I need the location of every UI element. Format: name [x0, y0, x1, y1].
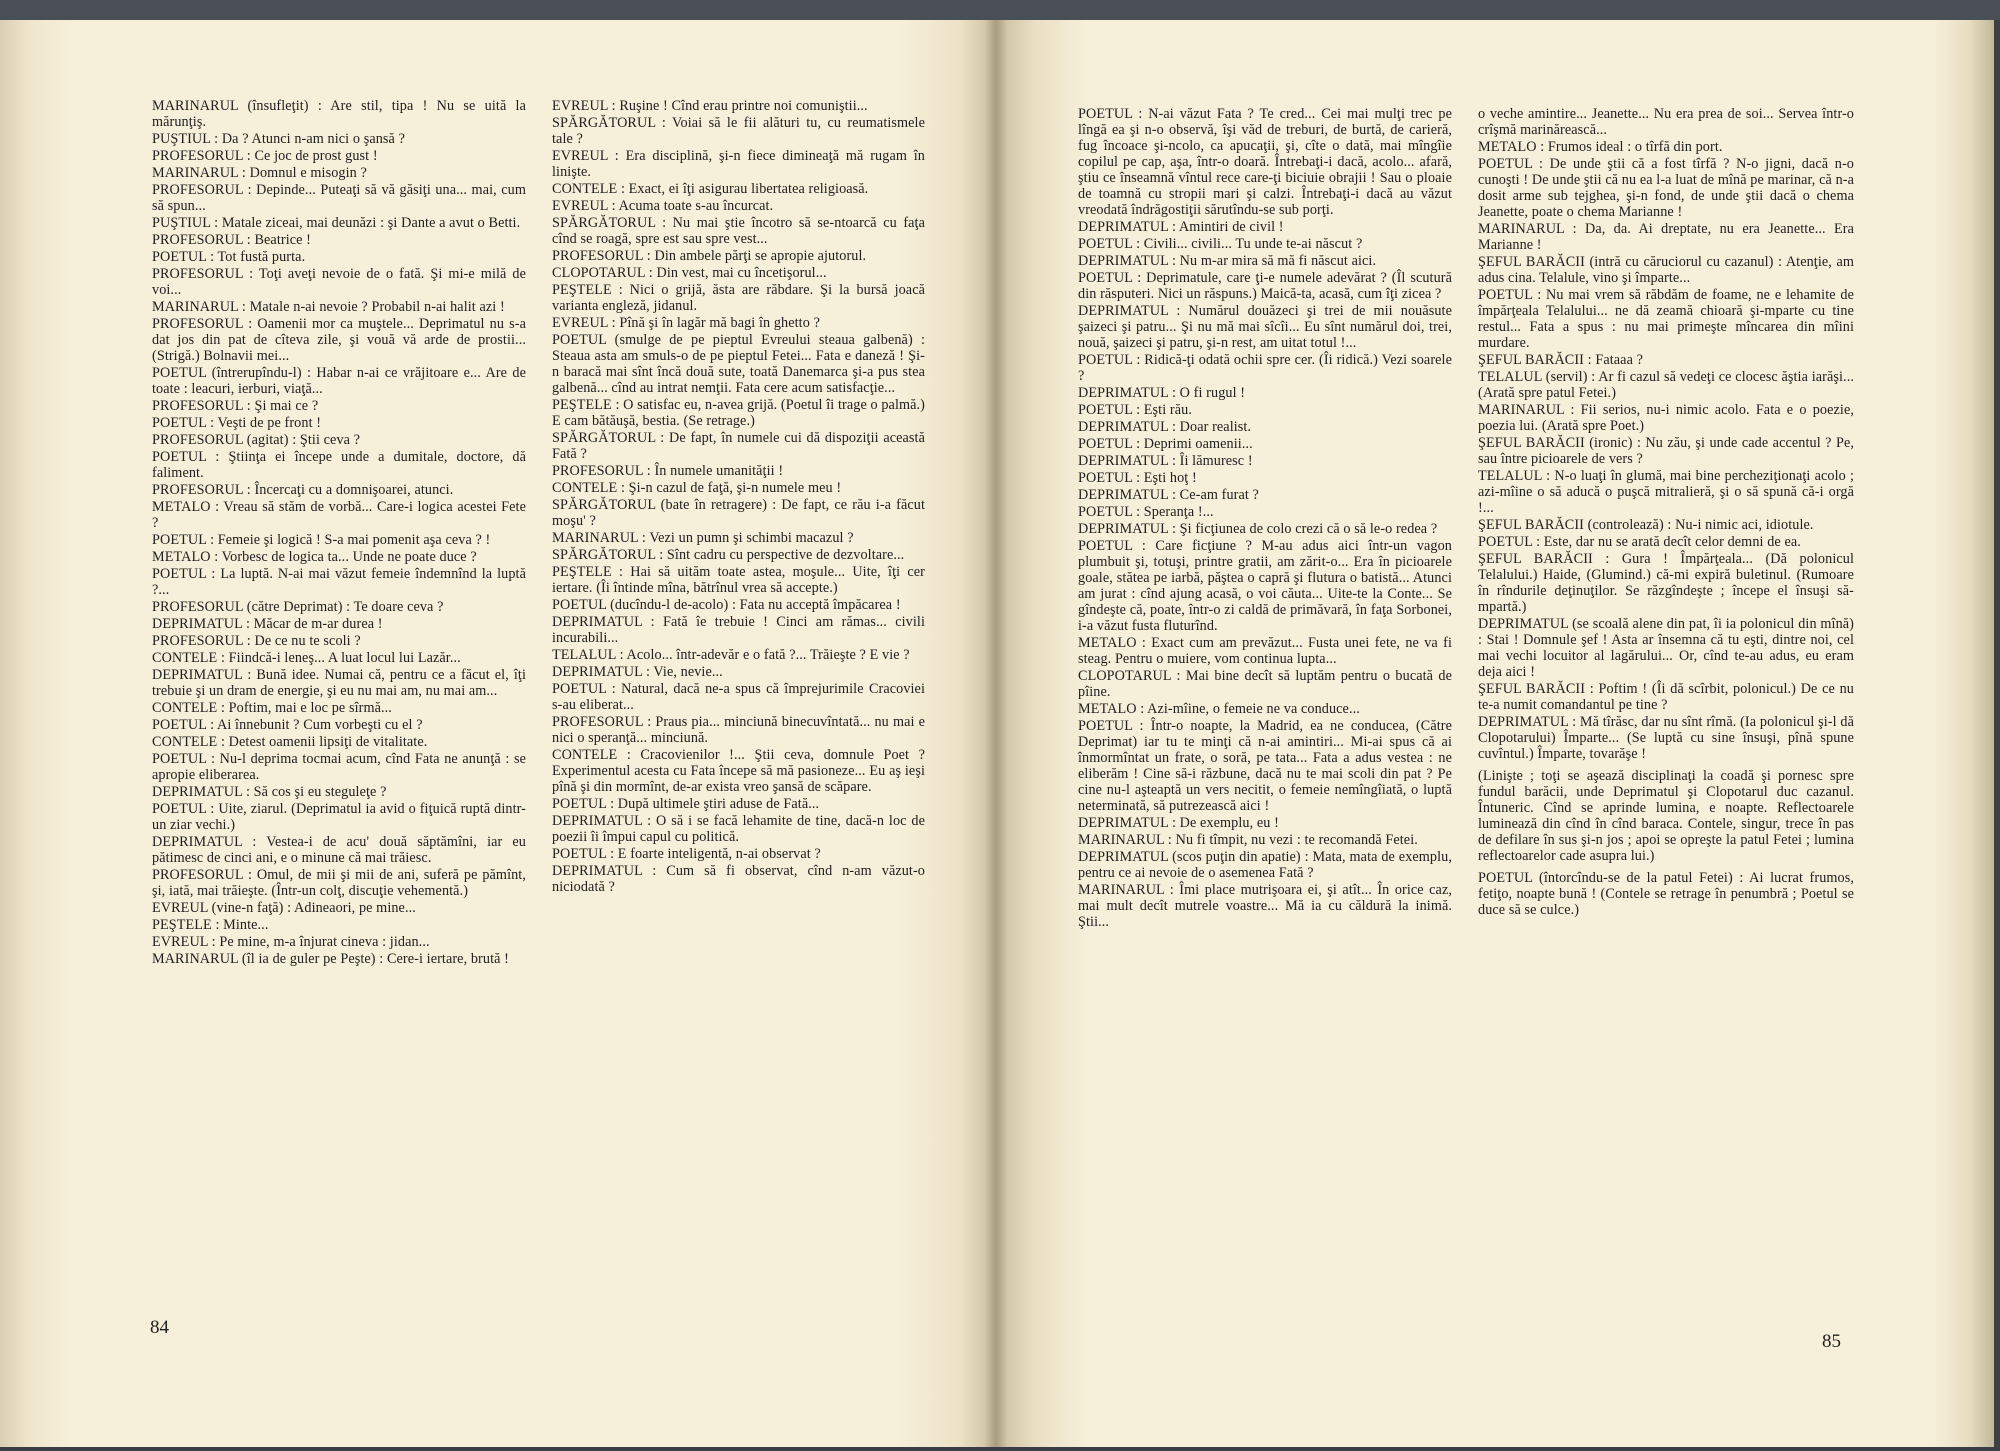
dialogue-paragraph: DEPRIMATUL : Ce-am furat ?: [1078, 487, 1259, 503]
dialogue-paragraph: PROFESORUL : Depinde... Puteaţi să vă găsiţi una... mai, cum să spun...: [152, 182, 526, 214]
dialogue-paragraph: POETUL : Ştiinţa ei începe unde a dumitale, doctore, dă faliment.: [152, 449, 526, 481]
dialogue-paragraph: POETUL : Uite, ziarul. (Deprimatul ia avid o fiţuică ruptă dintr-un ziar vechi.): [152, 801, 526, 833]
dialogue-paragraph: MARINARUL : Domnul e misogin ?: [152, 165, 367, 181]
dialogue-paragraph: PROFESORUL (agitat) : Ştii ceva ?: [152, 432, 361, 448]
dialogue-paragraph: POETUL : De unde ştii că a fost tîrfă ? N-o jigni, dacă n-o cunoşti ! De unde ştii că nu ea l-a luat de mînă pe marinar, că n-a dosit arme sub tejghea, şi-n fond, de unde ştii dacă o chema Jeanette, poate o chema Marianne !: [1478, 156, 1854, 220]
dialogue-paragraph: METALO : Frumos ideal : o tîrfă din port.: [1478, 139, 1723, 155]
dialogue-paragraph: CONTELE : Exact, ei îţi asigurau libertatea religioasă.: [552, 181, 869, 197]
dialogue-paragraph: DEPRIMATUL : Doar realist.: [1078, 419, 1252, 435]
dialogue-paragraph: MARINARUL : Da, da. Ai dreptate, nu era Jeanette... Era Marianne !: [1478, 221, 1854, 253]
dialogue-paragraph: EVREUL : Pe mine, m-a înjurat cineva : jidan...: [152, 934, 430, 950]
dialogue-paragraph: POETUL : E foarte inteligentă, n-ai observat ?: [552, 846, 821, 862]
dialogue-paragraph: ŞEFUL BARĂCII : Fataaa ?: [1478, 352, 1644, 368]
left-page-column-2: [552, 98, 925, 896]
dialogue-paragraph: POETUL (întrerupîndu-l) : Habar n-ai ce vrăjitoare e... Are de toate : leacuri, ierburi, viaţă...: [152, 365, 526, 397]
dialogue-paragraph: POETUL : Este, dar nu se arată decît celor demni de ea.: [1478, 534, 1801, 550]
dialogue-paragraph: CLOPOTARUL : Din vest, mai cu încetişorul...: [552, 265, 827, 281]
dialogue-paragraph: PROFESORUL : Şi mai ce ?: [152, 398, 319, 414]
page-edge: [1994, 20, 2000, 1451]
dialogue-paragraph: CLOPOTARUL : Mai bine decît să luptăm pentru o bucată de pîine.: [1078, 668, 1452, 700]
dialogue-paragraph: METALO : Azi-mîine, o femeie ne va conduce...: [1078, 701, 1360, 717]
dialogue-paragraph: MARINARUL (îl ia de guler pe Peşte) : Cere-i iertare, brută !: [152, 951, 509, 967]
dialogue-paragraph: DEPRIMATUL : Vie, nevie...: [552, 664, 723, 680]
dialogue-paragraph: PEŞTELE : O satisfac eu, n-avea grijă. (Poetul îi trage o palmă.) E cam bătăuşă, bestia. (Se retrage.): [552, 397, 925, 429]
dialogue-paragraph: POETUL : N-ai văzut Fata ? Te cred... Cei mai mulţi trec pe lîngă ea şi n-o observă, îşi văd de treburi, de burtă, de carieră, fug încoace şi-ncolo, ca apucaţii, şi, cîte o dată, mai mîngîie copilul pe cap, aşa, într-o doară. Întrebaţi-i dacă, acolo... afară, ştiu ce înseamnă vîntul rece care-ţi biciuie obrajii ! Sau o ploaie de toamnă cu stropii mari şi calzi. Întrebaţi-i dacă au văzut vreodată îndrăgostiţii sărutîndu-se sub porţi.: [1078, 106, 1452, 218]
dialogue-paragraph: DEPRIMATUL : Cum să fi observat, cînd n-am văzut-o niciodată ?: [552, 863, 925, 895]
dialogue-paragraph: SPĂRGĂTORUL : Sînt cadru cu perspective de dezvoltare...: [552, 547, 905, 563]
dialogue-paragraph: POETUL : Deprimi oamenii...: [1078, 436, 1253, 452]
dialogue-paragraph: DEPRIMATUL : Îi lămuresc !: [1078, 453, 1253, 469]
dialogue-paragraph: EVREUL (vine-n faţă) : Adineaori, pe mine...: [152, 900, 416, 916]
dialogue-paragraph: POETUL : După ultimele ştiri aduse de Fată...: [552, 796, 820, 812]
dialogue-paragraph: (Linişte ; toţi se aşează disciplinaţi la coadă şi pornesc spre fundul barăcii, unde Deprimatul şi Clopotarul duc cazanul. Întuneric. Cînd se aprinde lumina, e noapte. Reflectoarele luminează din cînd în cînd baraca. Contele, singur, trece în pas de defilare în sus şi-n jos ; apoi se opreşte la patul Fetei ; lumina reflectoarelor cade asupra lui.): [1478, 768, 1854, 864]
dialogue-paragraph: DEPRIMATUL : Numărul douăzeci şi trei de mii nouăsute şaizeci şi patru... Şi nu mă mai sîcîi... Eu sînt numărul doi, trei, nouă, şaizeci şi patru, şi-n rest, am uitat totul !...: [1078, 303, 1452, 351]
dialogue-paragraph: CONTELE : Poftim, mai e loc pe sîrmă...: [152, 700, 392, 716]
dialogue-paragraph: EVREUL : Ruşine ! Cînd erau printre noi comuniştii...: [552, 98, 868, 114]
dialogue-paragraph: EVREUL : Pînă şi în lagăr mă bagi în ghetto ?: [552, 315, 820, 331]
dialogue-paragraph: DEPRIMATUL : Mă tîrăsc, dar nu sînt rîmă. (Ia polonicul şi-l dă Clopotarului) Împarte... (Se luptă cu sine însuşi, pînă spune cuvîntul.) Împarte, tovarăşe !: [1478, 714, 1854, 762]
dialogue-paragraph: PEŞTELE : Nici o grijă, ăsta are răbdare. Şi la bursă joacă varianta engleză, jidanul.: [552, 282, 925, 314]
dialogue-paragraph: POETUL : Tot fustă purta.: [152, 249, 306, 265]
dialogue-paragraph: DEPRIMATUL : Bună idee. Numai că, pentru ce a făcut el, îţi trebuie şi un dram de energie, şi eu nu mai am, nu mai am...: [152, 667, 526, 699]
dialogue-paragraph: PUŞTIUL : Matale ziceai, mai deunăzi : şi Dante a avut o Betti.: [152, 215, 521, 231]
dialogue-paragraph: PROFESORUL : Ce joc de prost gust !: [152, 148, 378, 164]
dialogue-paragraph: PROFESORUL : Toţi aveţi nevoie de o fată. Şi mi-e milă de voi...: [152, 266, 526, 298]
dialogue-paragraph: SPĂRGĂTORUL (bate în retragere) : De fapt, ce rău i-a făcut moşu' ?: [552, 497, 925, 529]
dialogue-paragraph: DEPRIMATUL : O să i se facă lehamite de tine, dacă-n loc de poezii îi împui capul cu politică.: [552, 813, 925, 845]
right-page-column-2: [1478, 106, 1854, 919]
dialogue-paragraph: POETUL (ducîndu-l de-acolo) : Fata nu acceptă împăcarea !: [552, 597, 901, 613]
dialogue-paragraph: TELALUL (servil) : Ar fi cazul să vedeţi ce clocesc ăştia iarăşi... (Arată spre patul Fetei.): [1478, 369, 1854, 401]
right-page-column-1: [1078, 106, 1452, 931]
dialogue-paragraph: PEŞTELE : Hai să uităm toate astea, moşule... Uite, îţi cer iertare. (Îi întinde mîna, bătrînul vrea să accepte.): [552, 564, 925, 596]
dialogue-paragraph: MARINARUL : Matale n-ai nevoie ? Probabil n-ai halit azi !: [152, 299, 505, 315]
dialogue-paragraph: POETUL : Civili... civili... Tu unde te-ai născut ?: [1078, 236, 1363, 252]
dialogue-paragraph: DEPRIMATUL : Fată îe trebuie ! Cinci am rămas... civili incurabili...: [552, 614, 925, 646]
dialogue-paragraph: POETUL : Eşti hoţ !: [1078, 470, 1197, 486]
dialogue-paragraph: PROFESORUL : Omul, de mii şi mii de ani, suferă pe pămînt, şi, iată, mai trăieşte. (Într-un colţ, discuţie vehementă.): [152, 867, 526, 899]
dialogue-paragraph: DEPRIMATUL : Măcar de m-ar durea !: [152, 616, 383, 632]
dialogue-paragraph: DEPRIMATUL : O fi rugul !: [1078, 385, 1246, 401]
dialogue-paragraph: POETUL : Care ficţiune ? M-au adus aici într-un vagon plumbuit şi, totuşi, printre gratii, am zărit-o... Era în picioarele goale, stătea pe iarbă, păştea o capră şi flutura o batistă... Atunci am jurat : cînd ajung acasă, o voi căuta... Uite-te la Conte... Se gîndeşte că, poate, într-o zi caldă de primăvară, în faţa Sorbonei, i-a văzut fusta fluturînd.: [1078, 538, 1452, 634]
page-number-left: 84: [150, 1317, 169, 1338]
dialogue-paragraph: POETUL : Veşti de pe front !: [152, 415, 322, 431]
dialogue-paragraph: ŞEFUL BARĂCII (ironic) : Nu zău, şi unde cade accentul ? Pe, sau între picioarele de vers ?: [1478, 435, 1854, 467]
dialogue-paragraph: CONTELE : Cracovienilor !... Ştii ceva, domnule Poet ? Experimentul acesta cu Fata începe să mă pasioneze... Eu aş ieşi pînă şi din mormînt, de-ar exista vreo şansă de scăpare.: [552, 747, 925, 795]
dialogue-paragraph: DEPRIMATUL (se scoală alene din pat, îi ia polonicul din mînă) : Stai ! Domnule şef ! Asta ar însemna că tu eşti, dintre noi, cel mai vechi locuitor al lagărului... Or, cînd te-au adus, eu eram deja aici !: [1478, 616, 1854, 680]
dialogue-paragraph: CONTELE : Şi-n cazul de faţă, şi-n numele meu !: [552, 480, 842, 496]
dialogue-paragraph: POETUL : La luptă. N-ai mai văzut femeie îndemnînd la luptă ?...: [152, 566, 526, 598]
dialogue-paragraph: POETUL : Deprimatule, care ţi-e numele adevărat ? (Îl scutură din răsputeri. Nici un răspuns.) Maică-ta, acasă, cum îţi zicea ?: [1078, 270, 1452, 302]
dialogue-paragraph: PROFESORUL : Beatrice !: [152, 232, 312, 248]
dialogue-paragraph: METALO : Exact cum am prevăzut... Fusta unei fete, ne va fi steag. Pentru o muiere, vom continua lupta...: [1078, 635, 1452, 667]
dialogue-paragraph: DEPRIMATUL : Vestea-i de acu' două săptămîni, iar eu pătimesc de cinci ani, e o minune că mai trăiesc.: [152, 834, 526, 866]
dialogue-paragraph: o veche amintire... Jeanette... Nu era prea de soi... Servea într-o crîşmă marinărească...: [1478, 106, 1854, 138]
dialogue-paragraph: PROFESORUL : De ce nu te scoli ?: [152, 633, 361, 649]
dialogue-paragraph: EVREUL : Era disciplină, şi-n fiece dimineaţă mă rugam în linişte.: [552, 148, 925, 180]
dialogue-paragraph: TELALUL : Acolo... într-adevăr e o fată ?... Trăieşte ? E vie ?: [552, 647, 910, 663]
dialogue-paragraph: DEPRIMATUL : De exemplu, eu !: [1078, 815, 1279, 831]
dialogue-paragraph: ŞEFUL BARĂCII (intră cu căruciorul cu cazanul) : Atenţie, am adus cina. Telalule, vino şi împarte...: [1478, 254, 1854, 286]
backdrop: [0, 0, 2000, 22]
dialogue-paragraph: ŞEFUL BARĂCII : Gura ! Împărţeala... (Dă polonicul Telalului.) Haide, (Glumind.) că-mi expiră buletinul. (Rumoare în rîndurile deţinuţilor. Se răzgîndeşte ; începe el însuşi să-mpartă.): [1478, 551, 1854, 615]
dialogue-paragraph: SPĂRGĂTORUL : Nu mai ştie încotro să se-ntoarcă cu faţa cînd se roagă, spre est sau spre vest...: [552, 215, 925, 247]
dialogue-paragraph: METALO : Vreau să stăm de vorbă... Care-i logica acestei Fete ?: [152, 499, 526, 531]
dialogue-paragraph: POETUL : Nu mai vrem să răbdăm de foame, ne e lehamite de împărţeala Telalului... ne dă zeamă chioară şi-mparte cu tine restul... Fata a spus : nu mai primeşte mîncarea din mîini murdare.: [1478, 287, 1854, 351]
dialogue-paragraph: PROFESORUL : Praus pia... minciună binecuvîntată... nu mai e nici o speranţă... minciună.: [552, 714, 925, 746]
dialogue-paragraph: METALO : Vorbesc de logica ta... Unde ne poate duce ?: [152, 549, 477, 565]
dialogue-paragraph: DEPRIMATUL : Amintiri de civil !: [1078, 219, 1284, 235]
dialogue-paragraph: PROFESORUL : În numele umanităţii !: [552, 463, 784, 479]
dialogue-paragraph: POETUL : Într-o noapte, la Madrid, ea ne conducea, (Către Deprimat) iar tu te minţi că n-ai amintiri... Mi-ai spus că ai înmormîntat un frate, o soră, pe tata... Fata a adus vestea : ne eliberăm ! Cine să-i răzbune, dacă nu te mai scoli din pat ? Pe cine nu-l aşteaptă un vers necitit, o femeie nemîngîiată, o luptă neterminată, să putrezească aici !: [1078, 718, 1452, 814]
dialogue-paragraph: SPĂRGĂTORUL : De fapt, în numele cui dă dispoziţii această Fată ?: [552, 430, 925, 462]
dialogue-paragraph: PUŞTIUL : Da ? Atunci n-am nici o şansă ?: [152, 131, 405, 147]
dialogue-paragraph: DEPRIMATUL : Şi ficţiunea de colo crezi că o să le-o redea ?: [1078, 521, 1438, 537]
dialogue-paragraph: CONTELE : Detest oamenii lipsiţi de vitalitate.: [152, 734, 428, 750]
dialogue-paragraph: POETUL : Natural, dacă ne-a spus că împrejurimile Cracoviei s-au eliberat...: [552, 681, 925, 713]
dialogue-paragraph: POETUL (smulge de pe pieptul Evreului steaua galbenă) : Steaua asta am smuls-o de pe pieptul Fetei... Fata e daneză ! Şi-n baracă mai sînt încă două sute, toată Danemarca şi-a pus stea galbenă... cînd au intrat nemţii. Fata cere acum satisfacţie...: [552, 332, 925, 396]
dialogue-paragraph: MARINARUL (însufleţit) : Are stil, tipa ! Nu se uită la mărunţiş.: [152, 98, 526, 130]
dialogue-paragraph: PROFESORUL : Oamenii mor ca muştele... Deprimatul nu s-a dat jos din pat de cîteva zile, şi vouă vă arde de prostii... (Strigă.) Bolnavii mei...: [152, 316, 526, 364]
dialogue-paragraph: POETUL : Eşti rău.: [1078, 402, 1192, 418]
dialogue-paragraph: MARINARUL : Îmi place mutrişoara ei, şi atît... În orice caz, mai mult decît mutrele voastre... Mă ia cu căldură la inimă. Ştii...: [1078, 882, 1452, 930]
dialogue-paragraph: PROFESORUL (către Deprimat) : Te doare ceva ?: [152, 599, 444, 615]
dialogue-paragraph: POETUL : Femeie şi logică ! S-a mai pomenit aşa ceva ? !: [152, 532, 491, 548]
page-number-right: 85: [1822, 1331, 1841, 1352]
dialogue-paragraph: POETUL (întorcîndu-se de la patul Fetei) : Ai lucrat frumos, fetiţo, noapte bună ! (Contele se retrage în penumbră ; Poetul se duce să se culce.): [1478, 870, 1854, 918]
dialogue-paragraph: MARINARUL : Vezi un pumn şi schimbi macazul ?: [552, 530, 854, 546]
dialogue-paragraph: PEŞTELE : Minte...: [152, 917, 269, 933]
dialogue-paragraph: ŞEFUL BARĂCII : Poftim ! (Îi dă scîrbit, polonicul.) De ce nu te-a numit comandantul pe tine ?: [1478, 681, 1854, 713]
dialogue-paragraph: POETUL : Ridică-ţi odată ochii spre cer. (Îi ridică.) Vezi soarele ?: [1078, 352, 1452, 384]
dialogue-paragraph: DEPRIMATUL (scos puţin din apatie) : Mata, mata de exemplu, pentru ce ai nevoie de o asemenea Fată ?: [1078, 849, 1452, 881]
dialogue-paragraph: PROFESORUL : Din ambele părţi se apropie ajutorul.: [552, 248, 867, 264]
dialogue-paragraph: POETUL : Speranţa !...: [1078, 504, 1214, 520]
dialogue-paragraph: DEPRIMATUL : Să cos şi eu steguleţe ?: [152, 784, 387, 800]
dialogue-paragraph: MARINARUL : Nu fi tîmpit, nu vezi : te recomandă Fetei.: [1078, 832, 1418, 848]
dialogue-paragraph: POETUL : Ai înnebunit ? Cum vorbeşti cu el ?: [152, 717, 423, 733]
dialogue-paragraph: EVREUL : Acuma toate s-au încurcat.: [552, 198, 774, 214]
dialogue-paragraph: DEPRIMATUL : Nu m-ar mira să mă fi născut aici.: [1078, 253, 1377, 269]
dialogue-paragraph: PROFESORUL : Încercaţi cu a domnişoarei, atunci.: [152, 482, 454, 498]
dialogue-paragraph: SPĂRGĂTORUL : Voiai să le fii alături tu, cu reumatismele tale ?: [552, 115, 925, 147]
dialogue-paragraph: POETUL : Nu-l deprima tocmai acum, cînd Fata ne anunţă : se apropie eliberarea.: [152, 751, 526, 783]
dialogue-paragraph: MARINARUL : Fii serios, nu-i nimic acolo. Fata e o poezie, poezia lui. (Arată spre Poet.): [1478, 402, 1854, 434]
dialogue-paragraph: TELALUL : N-o luaţi în glumă, mai bine percheziţionaţi acolo ; azi-mîine o să aducă o puşcă mitralieră, şi o să spună că-i orgă !...: [1478, 468, 1854, 516]
left-page-column-1: [152, 98, 526, 968]
dialogue-paragraph: ŞEFUL BARĂCII (controlează) : Nu-i nimic aci, idiotule.: [1478, 517, 1814, 533]
dialogue-paragraph: CONTELE : Fiindcă-i leneş... A luat locul lui Lazăr...: [152, 650, 461, 666]
book-gutter: [985, 20, 1007, 1447]
